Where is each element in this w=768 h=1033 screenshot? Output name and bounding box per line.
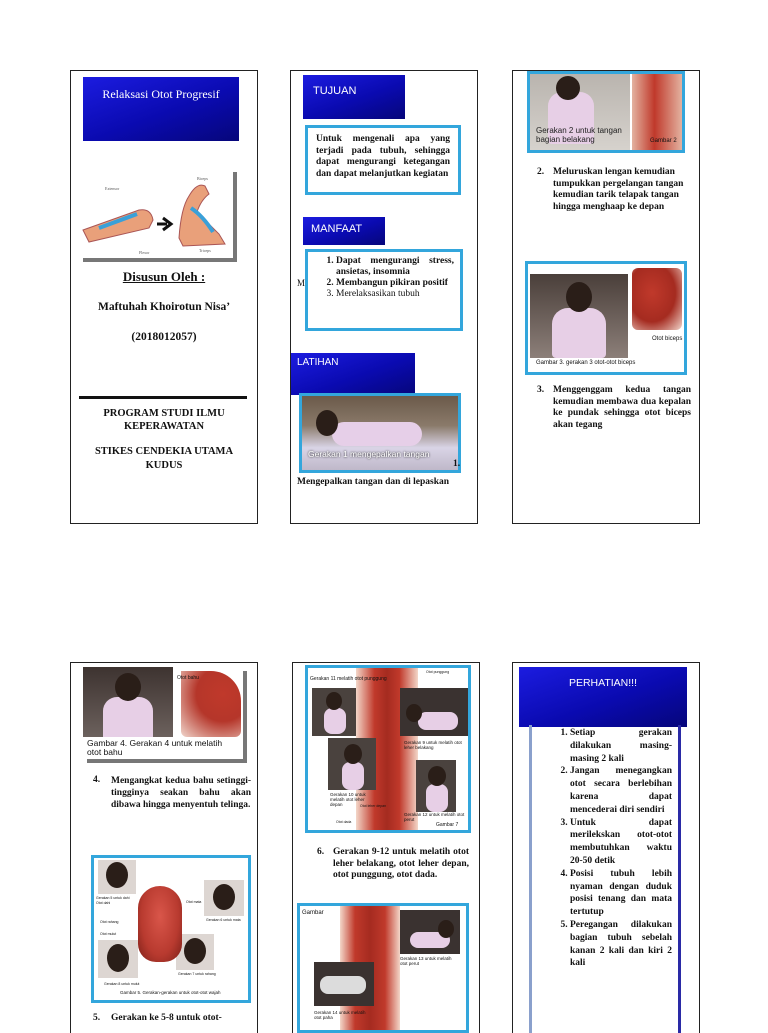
goal-text-box: [305, 125, 461, 195]
benefit-heading-box: [303, 217, 385, 245]
photo-7-person-2: [314, 962, 374, 1006]
person-head: [213, 884, 235, 910]
school-name: STIKES CENDEKIA UTAMA KUDUS: [94, 446, 234, 471]
photo-6-label: Otot dada: [336, 820, 352, 824]
attention-item: 4. Posisi tubuh lebih nyaman dengan duduk posisi tenang dan mata tertutup: [570, 868, 672, 919]
step-5-number: 5.: [93, 1013, 101, 1023]
step-4-number: 4.: [93, 775, 101, 785]
photo-3-muscle: [632, 268, 682, 330]
photo-gerakan-5-8: [91, 855, 251, 1003]
person-head: [316, 410, 338, 436]
face-label: Gerakan 8 untuk mulut: [104, 982, 140, 986]
person-head: [106, 862, 128, 888]
person-head: [184, 938, 206, 964]
photo-3-label: Otot biceps: [652, 336, 683, 342]
photo-4-image: [83, 667, 173, 737]
person-seated: [552, 308, 606, 358]
person-body: [418, 712, 458, 730]
photo-7-label: Gerakan 13 untuk melatih otot perut: [400, 956, 452, 966]
face-photo-2: [204, 880, 244, 916]
panel-goals: [290, 70, 478, 524]
cover-title-box: [83, 77, 239, 141]
person-head: [115, 673, 141, 701]
photo-gerakan-13-14: [297, 903, 469, 1033]
cover-title: Relaksasi Otot Progresif: [102, 87, 220, 101]
photo-gerakan-3: [525, 261, 687, 375]
step-6-text: Gerakan 9-12 untuk melatih otot leher belakang, otot leher depan, otot punggung, otot dada.: [333, 847, 469, 880]
benefit-item: 1. Dapat mengurangi stress, ansietas, insomnia: [336, 256, 454, 278]
exercise-heading: LATIHAN: [297, 357, 339, 368]
benefit-item: 2. Membangun pikiran positif: [336, 278, 454, 289]
student-id: (2018012057): [131, 331, 197, 343]
goal-heading-box: [303, 75, 405, 119]
program-name: PROGRAM STUDI ILMU KEPERAWATAN: [103, 408, 225, 432]
person-body: [320, 976, 366, 994]
arm-label-3: Flexor: [139, 250, 150, 255]
person-head: [406, 704, 422, 722]
photo-6-person-3: [328, 738, 376, 790]
step-2-text: Meluruskan lengan kemudian tumpukkan pergelangan tangan kemudian tarik telapak tangan hingga menghaap ke depan: [553, 167, 684, 212]
photo-gerakan-2: [527, 71, 685, 153]
photo-1-caption: Gerakan 1 mengepalkan tangan: [308, 449, 430, 459]
arrow-icon: [157, 218, 171, 230]
step-1-number: 1.: [453, 459, 461, 469]
person-head: [344, 744, 362, 764]
photo-gerakan-1: [299, 393, 461, 473]
arm-label-1: Biceps: [197, 176, 208, 181]
step-4-text: Mengangkat kedua bahu setinggi-tingginya seakan bahu akan dibawa hingga menyentuh telinga.: [111, 776, 251, 810]
person-head: [566, 282, 592, 312]
photo-7-label: Gerakan 14 untuk melatih otot paha: [314, 1010, 366, 1020]
photo-6-figure-label: Gambar 7: [436, 822, 459, 828]
step-3-text: Menggenggam kedua tangan kemudian membawa dua kepalan ke pundak sehingga otot biceps akan tegang: [553, 385, 691, 430]
face-label: Otot rahang: [100, 920, 119, 924]
person-head: [107, 944, 129, 972]
step-3-number: 3.: [537, 385, 545, 395]
face-label: Gerakan 7 untuk rahang: [178, 972, 216, 976]
attention-item: 3. Untuk dapat merilekskan otot-otot membutuhkan waktu 20-50 detik: [570, 817, 672, 868]
photo-4-label: Otot bahu: [177, 675, 199, 681]
face-label: Otot mulut: [100, 932, 117, 936]
photo-3-image: [530, 274, 628, 358]
photo-2-caption: Gerakan 2 untuk tangan bagian belakang: [536, 126, 622, 144]
photo-6-person-2: [400, 688, 468, 736]
person-head: [556, 76, 580, 100]
benefit-box: [305, 249, 463, 331]
panel-cover: [70, 70, 258, 524]
photo-gerakan-9-12: [305, 665, 471, 833]
exercise-heading-box: [291, 353, 415, 395]
photo-6-label: Otot punggung: [426, 670, 450, 674]
photo-4-caption: Gambar 4. Gerakan 4 untuk melatih otot bahu: [87, 738, 223, 757]
person-head: [326, 692, 342, 710]
panel-attention: [512, 662, 700, 1033]
photo-2-label: Gambar 2: [650, 138, 677, 144]
attention-item: 2. Jangan menegangkan otot secara berlebihan karena dapat mencederai diri sendiri: [570, 765, 672, 816]
face-photo-3: [98, 940, 138, 978]
attention-item: 1. Setiap gerakan dilakukan masing-masing 2 kali: [570, 727, 672, 765]
arm-svg: [79, 168, 233, 258]
person-lying: [332, 422, 422, 446]
step-5-text: Gerakan ke 5-8 untuk otot-: [111, 1013, 222, 1023]
step-2-number: 2.: [537, 167, 545, 177]
step-6-number: 6.: [317, 847, 325, 857]
photo-6-person-1: [312, 688, 356, 736]
attention-list-box: [529, 725, 681, 1033]
photo-3-caption: Gambar 3. gerakan 3 otot-otot biceps: [536, 360, 636, 366]
straight-arm-shape: [83, 210, 153, 242]
face-muscle-diagram: [138, 886, 182, 962]
panel-exercises-4-5: [70, 662, 258, 1033]
face-photo-1: [98, 860, 136, 894]
photo-6-label: Otot leher depan: [360, 804, 387, 808]
person-body: [426, 784, 448, 812]
benefit-heading: MANFAAT: [311, 223, 363, 235]
face-label: Gerakan 5 untuk dahi: [96, 896, 130, 900]
divider: [79, 396, 247, 399]
person-head: [438, 920, 454, 938]
stray-letter: M: [297, 278, 306, 288]
photo-6-label: Gerakan 11 melatih otot punggung: [310, 676, 387, 682]
step-1-text: Mengepalkan tangan dan di lepaskan: [297, 477, 450, 487]
goal-heading: TUJUAN: [313, 85, 357, 97]
attention-heading-box: [519, 667, 687, 727]
person-body: [342, 762, 364, 790]
panel-exercises-6: [292, 662, 480, 1033]
face-label: Otot dahi: [96, 901, 111, 905]
photo-6-label: Gerakan 12 untuk melatih otot perut: [404, 812, 465, 822]
photo-7-person-1: [400, 910, 460, 954]
arm-muscle-illustration: [79, 168, 233, 258]
photo-6-label: Gerakan 10 untuk melatih otot leher depan: [330, 792, 366, 807]
benefit-item: 3. Merelaksasikan tubuh: [336, 289, 454, 300]
goal-text: Untuk mengenali apa yang terjadi pada tubuh, sehingga dapat mengurangi ketegangan dan dapat melanjutkan kegiatan: [316, 134, 450, 179]
photo-gerakan-4: [83, 667, 243, 759]
composed-by-label: Disusun Oleh :: [122, 269, 206, 284]
attention-heading: PERHATIAN!!!: [568, 677, 638, 689]
photo-6-person-4: [416, 760, 456, 812]
person-body: [324, 708, 346, 734]
face-label: Otot mata: [186, 900, 202, 904]
photo-6-label: Gerakan 9 untuk melatih otot leher belakang: [404, 740, 462, 750]
attention-item: 5. Peregangan dilakukan bagian tubuh sebelah kanan 2 kali dan kiri 2 kali: [570, 919, 672, 970]
face-label: Gerakan 6 untuk mata: [206, 918, 241, 922]
arm-label-2: Triceps: [199, 248, 211, 253]
photo-5-caption: Gambar 5. Gerakan-gerakan untuk otot-otot wajah: [120, 990, 221, 995]
panel-exercises-2-3: [512, 70, 700, 524]
arm-label-0: Extensor: [105, 186, 120, 191]
person-seated: [103, 697, 153, 737]
author-name: Maftuhah Khoirotun Nisa’: [97, 301, 231, 313]
person-head: [428, 766, 446, 786]
photo-7-caption-left: Gambar: [302, 910, 324, 916]
